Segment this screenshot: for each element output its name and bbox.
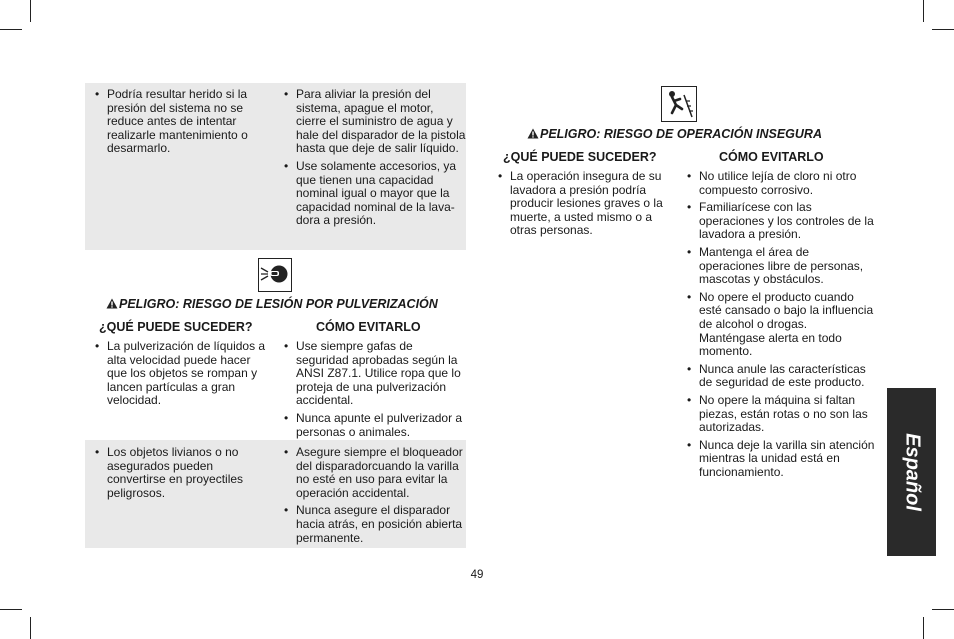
unsafe-avoid [685, 170, 875, 483]
list-item: • Nunca anule las características de seguridad de este producto. [685, 363, 875, 390]
unsafe-col1-header: ¿QUÉ PUEDE SUCEDER? [503, 150, 657, 164]
list-item: • Nunca asegure el disparador hacia atrás, en posición abierta permanente. [282, 504, 470, 545]
list-item: • La operación insegura de su lavadora a presión podría producir lesiones graves o la muerte, a usted mismo o a otras personas. [496, 170, 674, 238]
crop-mark [30, 617, 31, 639]
list-item: • Nunca apunte el pulverizador a personas o animales. [282, 412, 466, 439]
list-item: • No opere la máquina si faltan piezas, están rotas o no son las autorizadas. [685, 394, 875, 435]
page-number: 49 [470, 569, 484, 581]
left-block1-avoid [282, 88, 466, 232]
list-item: • Para aliviar la presión del sistema, apague el motor, cierre el suministro de agua y hale del disparador de la pistola hasta que deje de salir líquido. [282, 88, 466, 156]
spray-col2-header: CÓMO EVITARLO [316, 320, 421, 334]
list-item: • Podría resultar herido si la presión del sistema no se reduce antes de intentar realizarle mantenimiento o desarmarlo. [93, 88, 269, 156]
crop-mark [30, 0, 31, 22]
crop-mark [0, 29, 22, 30]
unsafe-danger-title: PELIGRO: RIESGO DE OPERACIÓN INSEGURA [527, 127, 822, 141]
spray-can-happen-2 [93, 446, 269, 504]
spray-avoid [282, 340, 466, 443]
language-tab-label: Español [901, 433, 923, 511]
list-item: • La pulverización de líquidos a alta velocidad puede hacer que los objetos se rompan y lancen partículas a gran velocidad. [93, 340, 273, 408]
crop-mark [923, 0, 924, 22]
left-block1-can-happen [93, 88, 269, 160]
crop-mark [932, 29, 954, 30]
list-item: • No opere el producto cuando esté cansado o bajo la influencia de alcohol o drogas. Manténgase alerta en todo momento. [685, 291, 875, 359]
unsafe-can-happen [496, 170, 674, 242]
unsafe-operation-icon [661, 86, 697, 122]
spray-can-happen [93, 340, 273, 412]
unsafe-col2-header: CÓMO EVITARLO [719, 150, 824, 164]
language-tab [887, 388, 936, 556]
list-item: • Asegure siempre el bloqueador del disparadorcuando la varilla no esté en uso para evitar la operación accidental. [282, 446, 470, 500]
list-item: • Nunca deje la varilla sin atención mientras la unidad está en funcionamiento. [685, 439, 875, 480]
spray-avoid-2 [282, 446, 470, 549]
list-item: • No utilice lejía de cloro ni otro compuesto corrosivo. [685, 170, 875, 197]
warning-icon [106, 298, 118, 309]
crop-mark [932, 609, 954, 610]
safety-goggles-icon [258, 258, 292, 292]
spray-col1-header: ¿QUÉ PUEDE SUCEDER? [99, 320, 253, 334]
spray-danger-title: PELIGRO: RIESGO DE LESIÓN POR PULVERIZACIÓN [106, 297, 438, 311]
list-item: • Familiarícese con las operaciones y los controles de la lavadora a presión. [685, 201, 875, 242]
crop-mark [923, 617, 924, 639]
list-item: • Mantenga el área de operaciones libre de personas, mascotas y obstáculos. [685, 246, 875, 287]
list-item: • Use solamente accesorios, ya que tienen una capacidad nominal igual o mayor que la capacidad nominal de la lava-dora a presión. [282, 160, 466, 228]
list-item: • Los objetos livianos o no asegurados pueden convertirse en proyectiles peligrosos. [93, 446, 269, 500]
warning-icon [527, 128, 539, 139]
crop-mark [0, 609, 22, 610]
list-item: • Use siempre gafas de seguridad aprobadas según la ANSI Z87.1. Utilice ropa que lo proteja de una pulverización accidental. [282, 340, 466, 408]
